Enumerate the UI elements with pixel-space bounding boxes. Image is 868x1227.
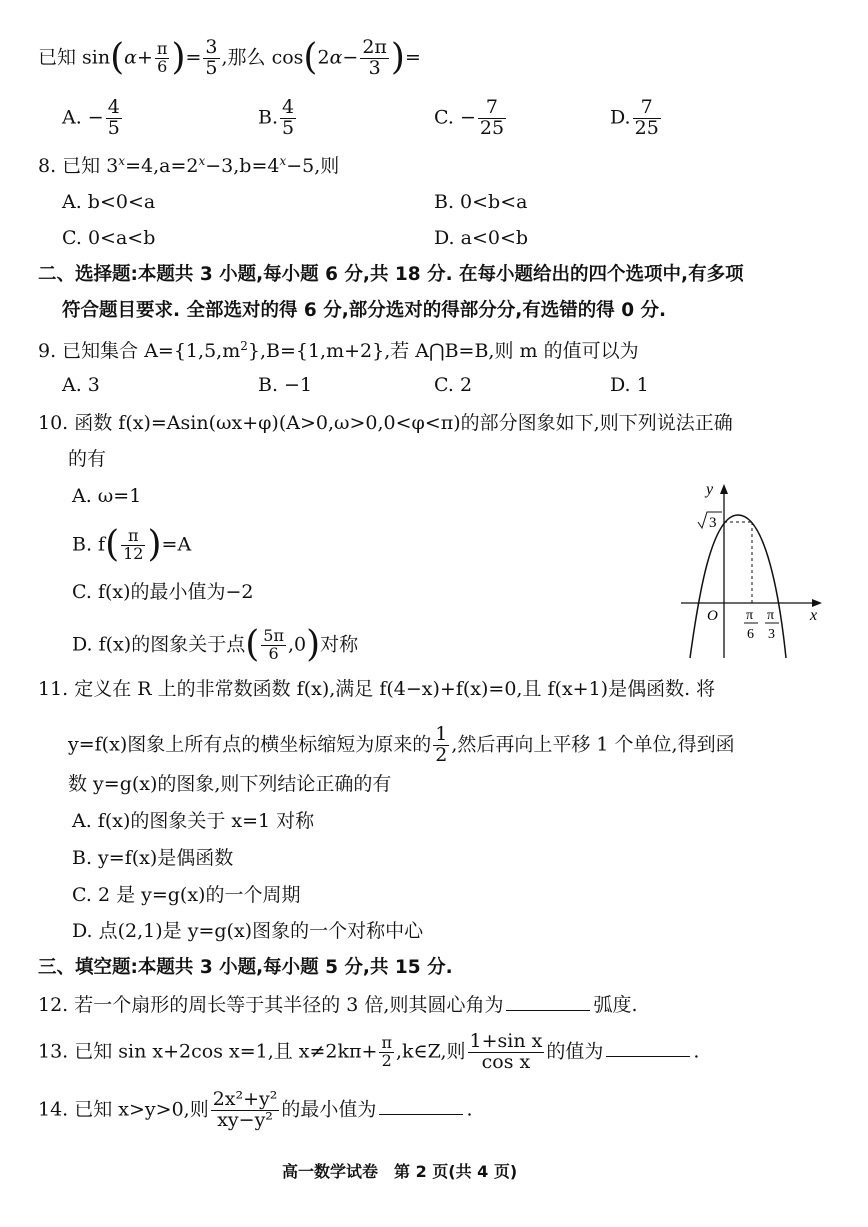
q7-option-a [62, 98, 124, 139]
paren: ( [110, 37, 125, 79]
q10-option-a: A. ω=1 [72, 485, 142, 507]
option-text: =A [161, 533, 192, 556]
origin-label: O [707, 608, 718, 624]
q11-text2: ,然后再向上平移 1 个单位,得到函 [451, 733, 735, 756]
q11-text: y=f(x)图象上所有点的横坐标缩短为原来的 [68, 733, 432, 756]
frac-den: xy−y² [217, 1108, 273, 1131]
q14-period: . [466, 1098, 473, 1121]
q10-option-b [72, 523, 192, 565]
sup: x [118, 154, 126, 168]
option-label: A. − [62, 106, 104, 129]
y-axis-arrow [720, 484, 728, 494]
q9-stem [38, 340, 639, 361]
q8-option-d: D. a<0<b [434, 227, 529, 249]
q13-text2: ,k∈Z,则 [395, 1040, 466, 1063]
frac-den: 25 [479, 116, 505, 139]
answer-blank[interactable] [606, 1055, 690, 1057]
pi3-den: 3 [768, 627, 775, 642]
q7-option-d [610, 98, 663, 139]
q9-option-c: C. 2 [434, 374, 473, 396]
q7-eq: = [185, 46, 202, 69]
option-label: D. [610, 106, 631, 129]
y-label: y [706, 481, 714, 498]
frac-den: 6 [157, 56, 168, 76]
frac-den: 25 [634, 116, 659, 139]
q11-option-a: A. f(x)的图象关于 x=1 对称 [72, 810, 315, 832]
q7-alpha2: α [329, 46, 343, 69]
q9-text2: },B={1,m+2},若 A⋂B=B,则 m 的值可以为 [247, 340, 639, 362]
q11-stem-cont2: 数 y=g(x)的图象,则下列结论正确的有 [68, 773, 392, 795]
sqrt3-label [698, 512, 722, 531]
pi6-label [744, 608, 758, 642]
option-frac [280, 98, 296, 139]
option-frac [633, 98, 661, 139]
q8-option-b: B. 0<b<a [434, 191, 528, 213]
option-label: C. − [434, 106, 476, 129]
frac-num: 1+sin x [469, 1030, 543, 1052]
frac-num: 7 [478, 98, 506, 119]
pi6-num: π [746, 608, 754, 623]
q11-stem-cont [68, 725, 735, 766]
frac-num: 4 [282, 96, 295, 118]
q8-text: 8. 已知 3 [38, 155, 119, 177]
frac-num: π [156, 39, 168, 59]
frac-den: 5 [205, 56, 218, 79]
frac-den: 2 [381, 1050, 392, 1070]
frac-num: 1 [435, 723, 448, 745]
option-frac [121, 528, 145, 563]
q11-option-c: C. 2 是 y=g(x)的一个周期 [72, 884, 301, 906]
q14-frac [211, 1090, 280, 1131]
paren: ) [306, 623, 321, 665]
q7-option-b [258, 98, 298, 139]
frac-num: 2x²+y² [212, 1088, 278, 1110]
frac-num: π [381, 1033, 392, 1053]
q7-text2: ,那么 cos [221, 46, 304, 69]
paren: ( [303, 37, 318, 79]
q13-frac-pi2 [379, 1035, 394, 1070]
frac-den: 5 [107, 116, 120, 139]
q12 [38, 996, 638, 1015]
answer-blank[interactable] [506, 1009, 590, 1011]
q7-option-c [434, 98, 508, 139]
x-axis-arrow [812, 599, 822, 607]
q13 [38, 1032, 699, 1073]
q10-stem-cont: 的有 [68, 448, 107, 470]
q13-text3: 的值为 [546, 1040, 604, 1063]
q7-stem [38, 38, 421, 79]
page-footer: 高一数学试卷 第 2 页(共 4 页) [282, 1162, 518, 1181]
frac-den: 3 [368, 56, 381, 79]
q8-option-a: A. b<0<a [62, 191, 156, 213]
x-label: x [810, 607, 818, 624]
frac-den: 6 [268, 643, 279, 663]
q7-two: 2 [317, 46, 330, 69]
frac-den: cos x [481, 1050, 531, 1073]
sup: x [279, 154, 287, 168]
q8-text2: =4,a=2 [125, 155, 199, 177]
q14-text2: 的最小值为 [281, 1098, 377, 1121]
q9-option-a: A. 3 [62, 374, 100, 396]
section3-heading: 三、填空题:本题共 3 小题,每小题 5 分,共 15 分. [38, 957, 453, 978]
q9-option-b: B. −1 [258, 374, 313, 396]
frac-den: 2 [435, 743, 448, 766]
q9-option-d: D. 1 [610, 374, 649, 396]
section2-heading-cont: 符合题目要求. 全部选对的得 6 分,部分选对的得部分分,有选错的得 0 分. [62, 300, 667, 321]
paren: ( [245, 623, 260, 665]
q11-option-b: B. y=f(x)是偶函数 [72, 847, 234, 869]
paren: ) [171, 37, 186, 79]
q13-frac-main [468, 1032, 545, 1073]
q7-plus: + [137, 46, 153, 69]
option-label: B. f [72, 533, 106, 556]
frac-num: 3 [205, 36, 218, 58]
q11-frac-half [433, 725, 449, 766]
q12-text2: 弧度. [593, 994, 638, 1016]
option-frac [261, 628, 286, 663]
frac-den: 5 [282, 116, 295, 139]
sup: x [198, 154, 206, 168]
frac-num: 7 [633, 98, 661, 119]
option-frac [478, 98, 506, 139]
q14-text: 14. 已知 x>y>0,则 [38, 1098, 209, 1121]
frac-den: 12 [123, 543, 144, 563]
frac-num: 2π [362, 36, 387, 58]
option-label: D. f(x)的图象关于点 [72, 633, 246, 656]
frac-num: π [121, 528, 145, 546]
q7-minus: − [342, 46, 359, 69]
paren: ) [390, 37, 405, 79]
frac-num: 5π [263, 626, 284, 645]
q10-option-c: C. f(x)的最小值为−2 [72, 581, 254, 603]
q7-alpha: α [124, 46, 137, 69]
pi6-den: 6 [747, 627, 754, 642]
option-label: B. [258, 106, 279, 129]
q8-text4: −5,则 [286, 155, 340, 177]
option-text: ,0 [287, 633, 307, 656]
option-text2: 对称 [320, 633, 359, 656]
q8-option-c: C. 0<a<b [62, 227, 156, 249]
q7-text: 已知 sin [38, 46, 111, 69]
q13-period: . [693, 1040, 700, 1063]
pi3-label [765, 608, 779, 642]
paren: ( [105, 523, 120, 565]
q10-function-graph [676, 480, 826, 660]
frac-num: 4 [107, 96, 120, 118]
paren: ) [147, 523, 162, 565]
q11-stem: 11. 定义在 R 上的非常数函数 f(x),满足 f(4−x)+f(x)=0,且 f(x+1)是偶函数. 将 [38, 678, 716, 700]
q8-stem [38, 155, 339, 176]
q7-eq2: = [404, 46, 421, 69]
q7-frac-2pi3 [360, 38, 389, 79]
answer-blank[interactable] [379, 1113, 463, 1115]
q8-text3: −3,b=4 [205, 155, 280, 177]
q14 [38, 1090, 472, 1131]
q10-stem: 10. 函数 f(x)=Asin(ωx+φ)(A>0,ω>0,0<φ<π)的部分图象如下,则下列说法正确 [38, 412, 733, 434]
q9-text: 9. 已知集合 A={1,5,m [38, 340, 241, 362]
q12-text: 12. 若一个扇形的周长等于其半径的 3 倍,则其圆心角为 [38, 994, 504, 1016]
option-frac [106, 98, 122, 139]
sup: 2 [240, 339, 248, 353]
section2-heading: 二、选择题:本题共 3 小题,每小题 6 分,共 18 分. 在每小题给出的四个选项中,有多项 [38, 264, 744, 285]
q10-option-d [72, 623, 359, 665]
sqrt3-value: 3 [709, 515, 717, 531]
q7-frac-pi6 [155, 41, 170, 76]
q13-text: 13. 已知 sin x+2cos x=1,且 x≠2kπ+ [38, 1040, 378, 1063]
pi3-num: π [767, 608, 775, 623]
q11-option-d: D. 点(2,1)是 y=g(x)图象的一个对称中心 [72, 920, 424, 942]
q7-frac-35 [203, 38, 219, 79]
